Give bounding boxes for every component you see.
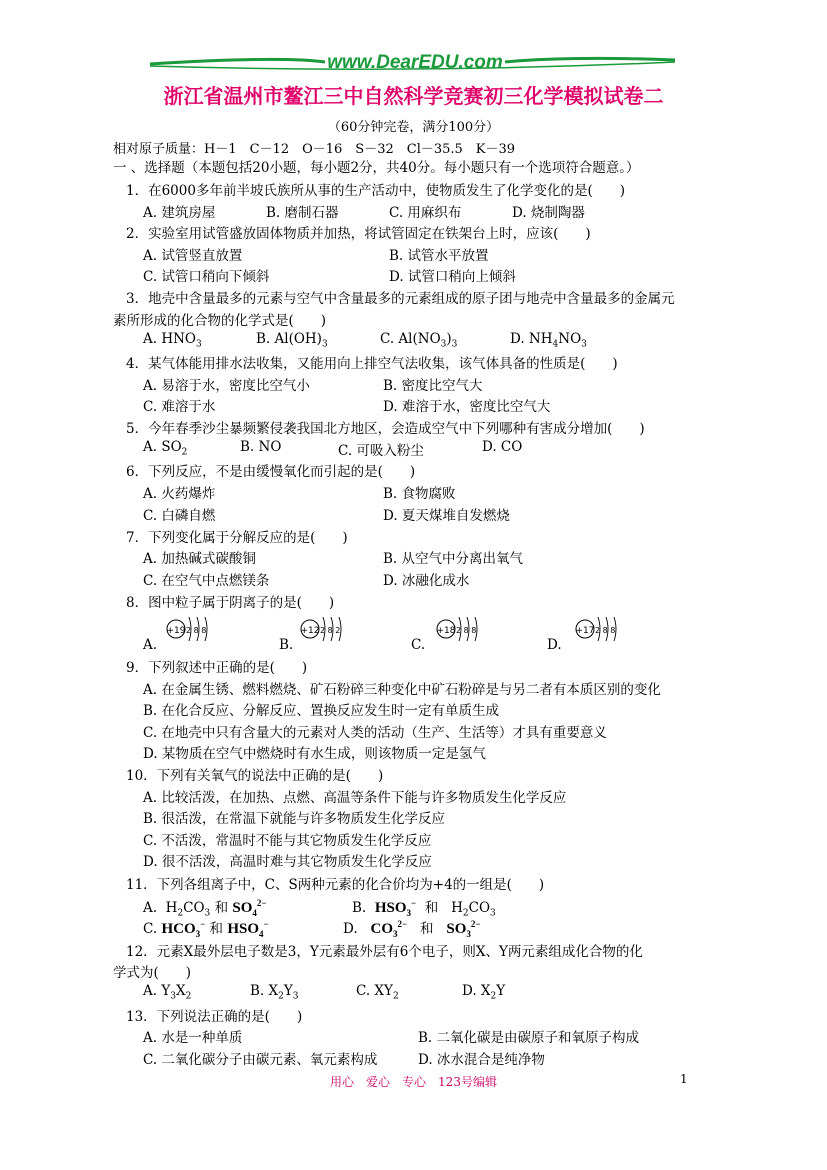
question-12-stem-cont: 学式为( ) <box>113 965 192 981</box>
q4-option-d[interactable]: D. 难溶于水，密度比空气大 <box>383 399 551 415</box>
q2-option-b[interactable]: B. 试管水平放置 <box>389 248 489 264</box>
q2-option-a[interactable]: A. 试管竖直放置 <box>143 248 243 264</box>
q11-d-letter: D. <box>343 921 358 937</box>
q1-option-c[interactable]: C. 用麻织布 <box>389 205 462 221</box>
q11-b-and: 和 <box>424 900 439 916</box>
question-4-stem: 4．某气体能用排水法收集，又能用向上排空气法收集，该气体具备的性质是( ) <box>126 356 618 372</box>
q12-option-b[interactable]: B. $X_2Y_3$ <box>250 983 299 1002</box>
question-3-stem: 3．地壳中含量最多的元素与空气中含量最多的元素组成的原子团与地壳中含量最多的金属元 <box>126 291 675 307</box>
question-6-stem: 6．下列反应，不是由缓慢氧化而引起的是( ) <box>126 464 416 480</box>
q3-option-b[interactable]: B. $Al(OH)_3$ <box>256 331 328 350</box>
q9-option-a[interactable]: A. 在金属生锈、燃料燃烧、矿石粉碎三种变化中矿石粉碎是与另二者有本质区别的变化 <box>143 682 661 698</box>
atom-a-shells: 2 8 8 <box>186 626 207 635</box>
q11-option-a[interactable]: A. $H_2CO_3$ 和 $SO_4^{2-}$ <box>143 898 267 919</box>
q7-option-b[interactable]: B. 从空气中分离出氧气 <box>383 551 524 567</box>
q7-option-c[interactable]: C. 在空气中点燃镁条 <box>143 573 270 589</box>
q9-option-c[interactable]: C. 在地壳中只有含量大的元素对人类的活动（生产、生活等）才具有重要意义 <box>143 725 607 741</box>
q2-option-d[interactable]: D. 试管口稍向上倾斜 <box>389 269 516 285</box>
atomic-mass-line: 相对原子质量：H－1 C－12 O－16 S－32 Cl－35.5 K－39 <box>113 142 516 157</box>
q12-option-a[interactable]: A. $Y_3X_2$ <box>143 983 192 1002</box>
atom-d-shells: 2 8 8 <box>595 626 616 635</box>
q4-option-b[interactable]: B. 密度比空气大 <box>383 378 483 394</box>
q3-option-d[interactable]: D. $NH_4NO_3$ <box>510 331 587 350</box>
section-heading: 一 、选择题（本题包括20小题，每小题2分，共40分。每小题只有一个选项符合题意。） <box>113 160 640 176</box>
q8-option-b[interactable]: B. <box>279 637 294 653</box>
q13-option-d[interactable]: D. 冰水混合是纯净物 <box>418 1052 545 1068</box>
question-12-stem: 12．元素X最外层电子数是3，Y元素最外层有6个电子，则X、Y两元素组成化合物的化 <box>126 944 643 960</box>
atom-diagram-d[interactable] <box>573 612 633 648</box>
exam-subtitle: （60分钟完卷，满分100分） <box>327 120 500 135</box>
question-8-stem: 8．图中粒子属于阴离子的是( ) <box>126 595 335 611</box>
q5-option-a[interactable]: A. $SO_2$ <box>143 439 188 458</box>
q13-option-b[interactable]: B. 二氧化碳是由碳原子和氧原子构成 <box>418 1030 640 1046</box>
q11-c-and: 和 <box>209 921 224 937</box>
atom-a-nucleus: +19 <box>166 626 186 636</box>
q1-option-d[interactable]: D. 烧制陶器 <box>512 205 585 221</box>
atom-b-shells: 2 8 2 <box>320 626 341 635</box>
q9-option-d[interactable]: D. 某物质在空气中燃烧时有水生成，则该物质一定是氢气 <box>143 746 486 762</box>
question-13-stem: 13．下列说法正确的是( ) <box>126 1009 303 1025</box>
q11-a-letter: A. <box>143 900 158 916</box>
q11-b-letter: B. <box>352 900 367 916</box>
q11-a-and: 和 <box>214 900 229 916</box>
q10-option-b[interactable]: B. 很活泼，在常温下就能与许多物质发生化学反应 <box>143 811 446 827</box>
question-10-stem: 10．下列有关氧气的说法中正确的是( ) <box>126 768 384 784</box>
q1-option-b[interactable]: B. 磨制石器 <box>266 205 339 221</box>
q11-c-letter: C. <box>143 921 158 937</box>
q1-option-a[interactable]: A. 建筑房屋 <box>143 205 216 221</box>
atom-diagram-a[interactable] <box>164 612 224 648</box>
question-3-stem-cont: 素所形成的化合物的化学式是( ) <box>113 313 327 329</box>
q6-option-b[interactable]: B. 食物腐败 <box>383 486 456 502</box>
q12-option-d[interactable]: D. $X_2Y$ <box>462 983 506 1002</box>
q9-option-b[interactable]: B. 在化合反应、分解反应、置换反应发生时一定有单质生成 <box>143 703 500 719</box>
q10-option-d[interactable]: D. 很不活泼，高温时难与其它物质发生化学反应 <box>143 854 432 870</box>
q13-option-c[interactable]: C. 二氧化碳分子由碳元素、氧元素构成 <box>143 1052 378 1068</box>
atom-diagram-c[interactable] <box>434 612 494 648</box>
q4-option-c[interactable]: C. 难溶于水 <box>143 399 216 415</box>
q7-option-a[interactable]: A. 加热碱式碳酸铜 <box>143 551 256 567</box>
q6-option-a[interactable]: A. 火药爆炸 <box>143 486 216 502</box>
atom-b-nucleus: +12 <box>300 626 320 636</box>
q13-option-a[interactable]: A. 水是一种单质 <box>143 1030 243 1046</box>
q5-option-b[interactable]: B. NO <box>240 439 282 455</box>
q6-option-d[interactable]: D. 夏天煤堆自发燃烧 <box>383 508 510 524</box>
question-2-stem: 2．实验室用试管盛放固体物质并加热，将试管固定在铁架台上时，应该( ) <box>126 226 591 242</box>
question-11-stem: 11．下列各组离子中，C、S两种元素的化合价均为+4的一组是( ) <box>126 877 545 893</box>
page-number: 1 <box>680 1072 688 1086</box>
q8-option-d[interactable]: D. <box>547 637 562 653</box>
q5-option-c[interactable]: C. 可吸入粉尘 <box>338 443 424 459</box>
q11-option-c[interactable]: C. $HCO_3^-$ 和 $HSO_4^-$ <box>143 919 269 939</box>
q3-option-a[interactable]: A. $HNO_3$ <box>143 331 202 350</box>
q10-option-a[interactable]: A. 比较活泼，在加热、点燃、高温等条件下能与许多物质发生化学反应 <box>143 790 567 806</box>
page-title: 浙江省温州市鳌江三中自然科学竞赛初三化学模拟试卷二 <box>163 84 664 108</box>
question-5-stem: 5．今年春季沙尘暴频繁侵袭我国北方地区，会造成空气中下列哪种有害成分增加( ) <box>126 421 645 437</box>
q4-option-a[interactable]: A. 易溶于水，密度比空气小 <box>143 378 310 394</box>
q8-option-c[interactable]: C. <box>411 637 426 653</box>
q2-option-c[interactable]: C. 试管口稍向下倾斜 <box>143 269 270 285</box>
q7-option-d[interactable]: D. 冰融化成水 <box>383 573 470 589</box>
atom-diagram-b[interactable] <box>298 612 358 648</box>
q6-option-c[interactable]: C. 白磷自燃 <box>143 508 216 524</box>
q12-option-c[interactable]: C. $XY_2$ <box>356 983 399 1002</box>
question-1-stem: 1．在6000多年前半坡氏族所从事的生产活动中，使物质发生了化学变化的是( ) <box>126 183 625 199</box>
footer-note: 用心 爱心 专心 123号编辑 <box>330 1075 497 1089</box>
atom-d-nucleus: +17 <box>575 626 595 636</box>
q3-option-c[interactable]: C. $Al(NO_3)_3$ <box>380 331 458 350</box>
atom-c-nucleus: +18 <box>436 626 456 636</box>
site-url[interactable]: www.DearEDU.com <box>327 52 503 73</box>
q8-option-a[interactable]: A. <box>143 637 158 653</box>
q11-option-d[interactable]: D. $CO_3^{2-}$ 和 $SO_3^{2-}$ <box>343 919 481 939</box>
q11-option-b[interactable]: B. $HSO_3^-$ 和 $H_2CO_3$ <box>352 898 496 919</box>
q11-d-and: 和 <box>420 921 434 937</box>
atom-c-shells: 2 8 8 <box>456 626 477 635</box>
question-7-stem: 7．下列变化属于分解反应的是( ) <box>126 530 348 546</box>
q10-option-c[interactable]: C. 不活泼，常温时不能与其它物质发生化学反应 <box>143 833 432 849</box>
site-banner <box>150 50 680 78</box>
q5-option-d[interactable]: D. CO <box>482 439 523 455</box>
question-9-stem: 9．下列叙述中正确的是( ) <box>126 660 308 676</box>
